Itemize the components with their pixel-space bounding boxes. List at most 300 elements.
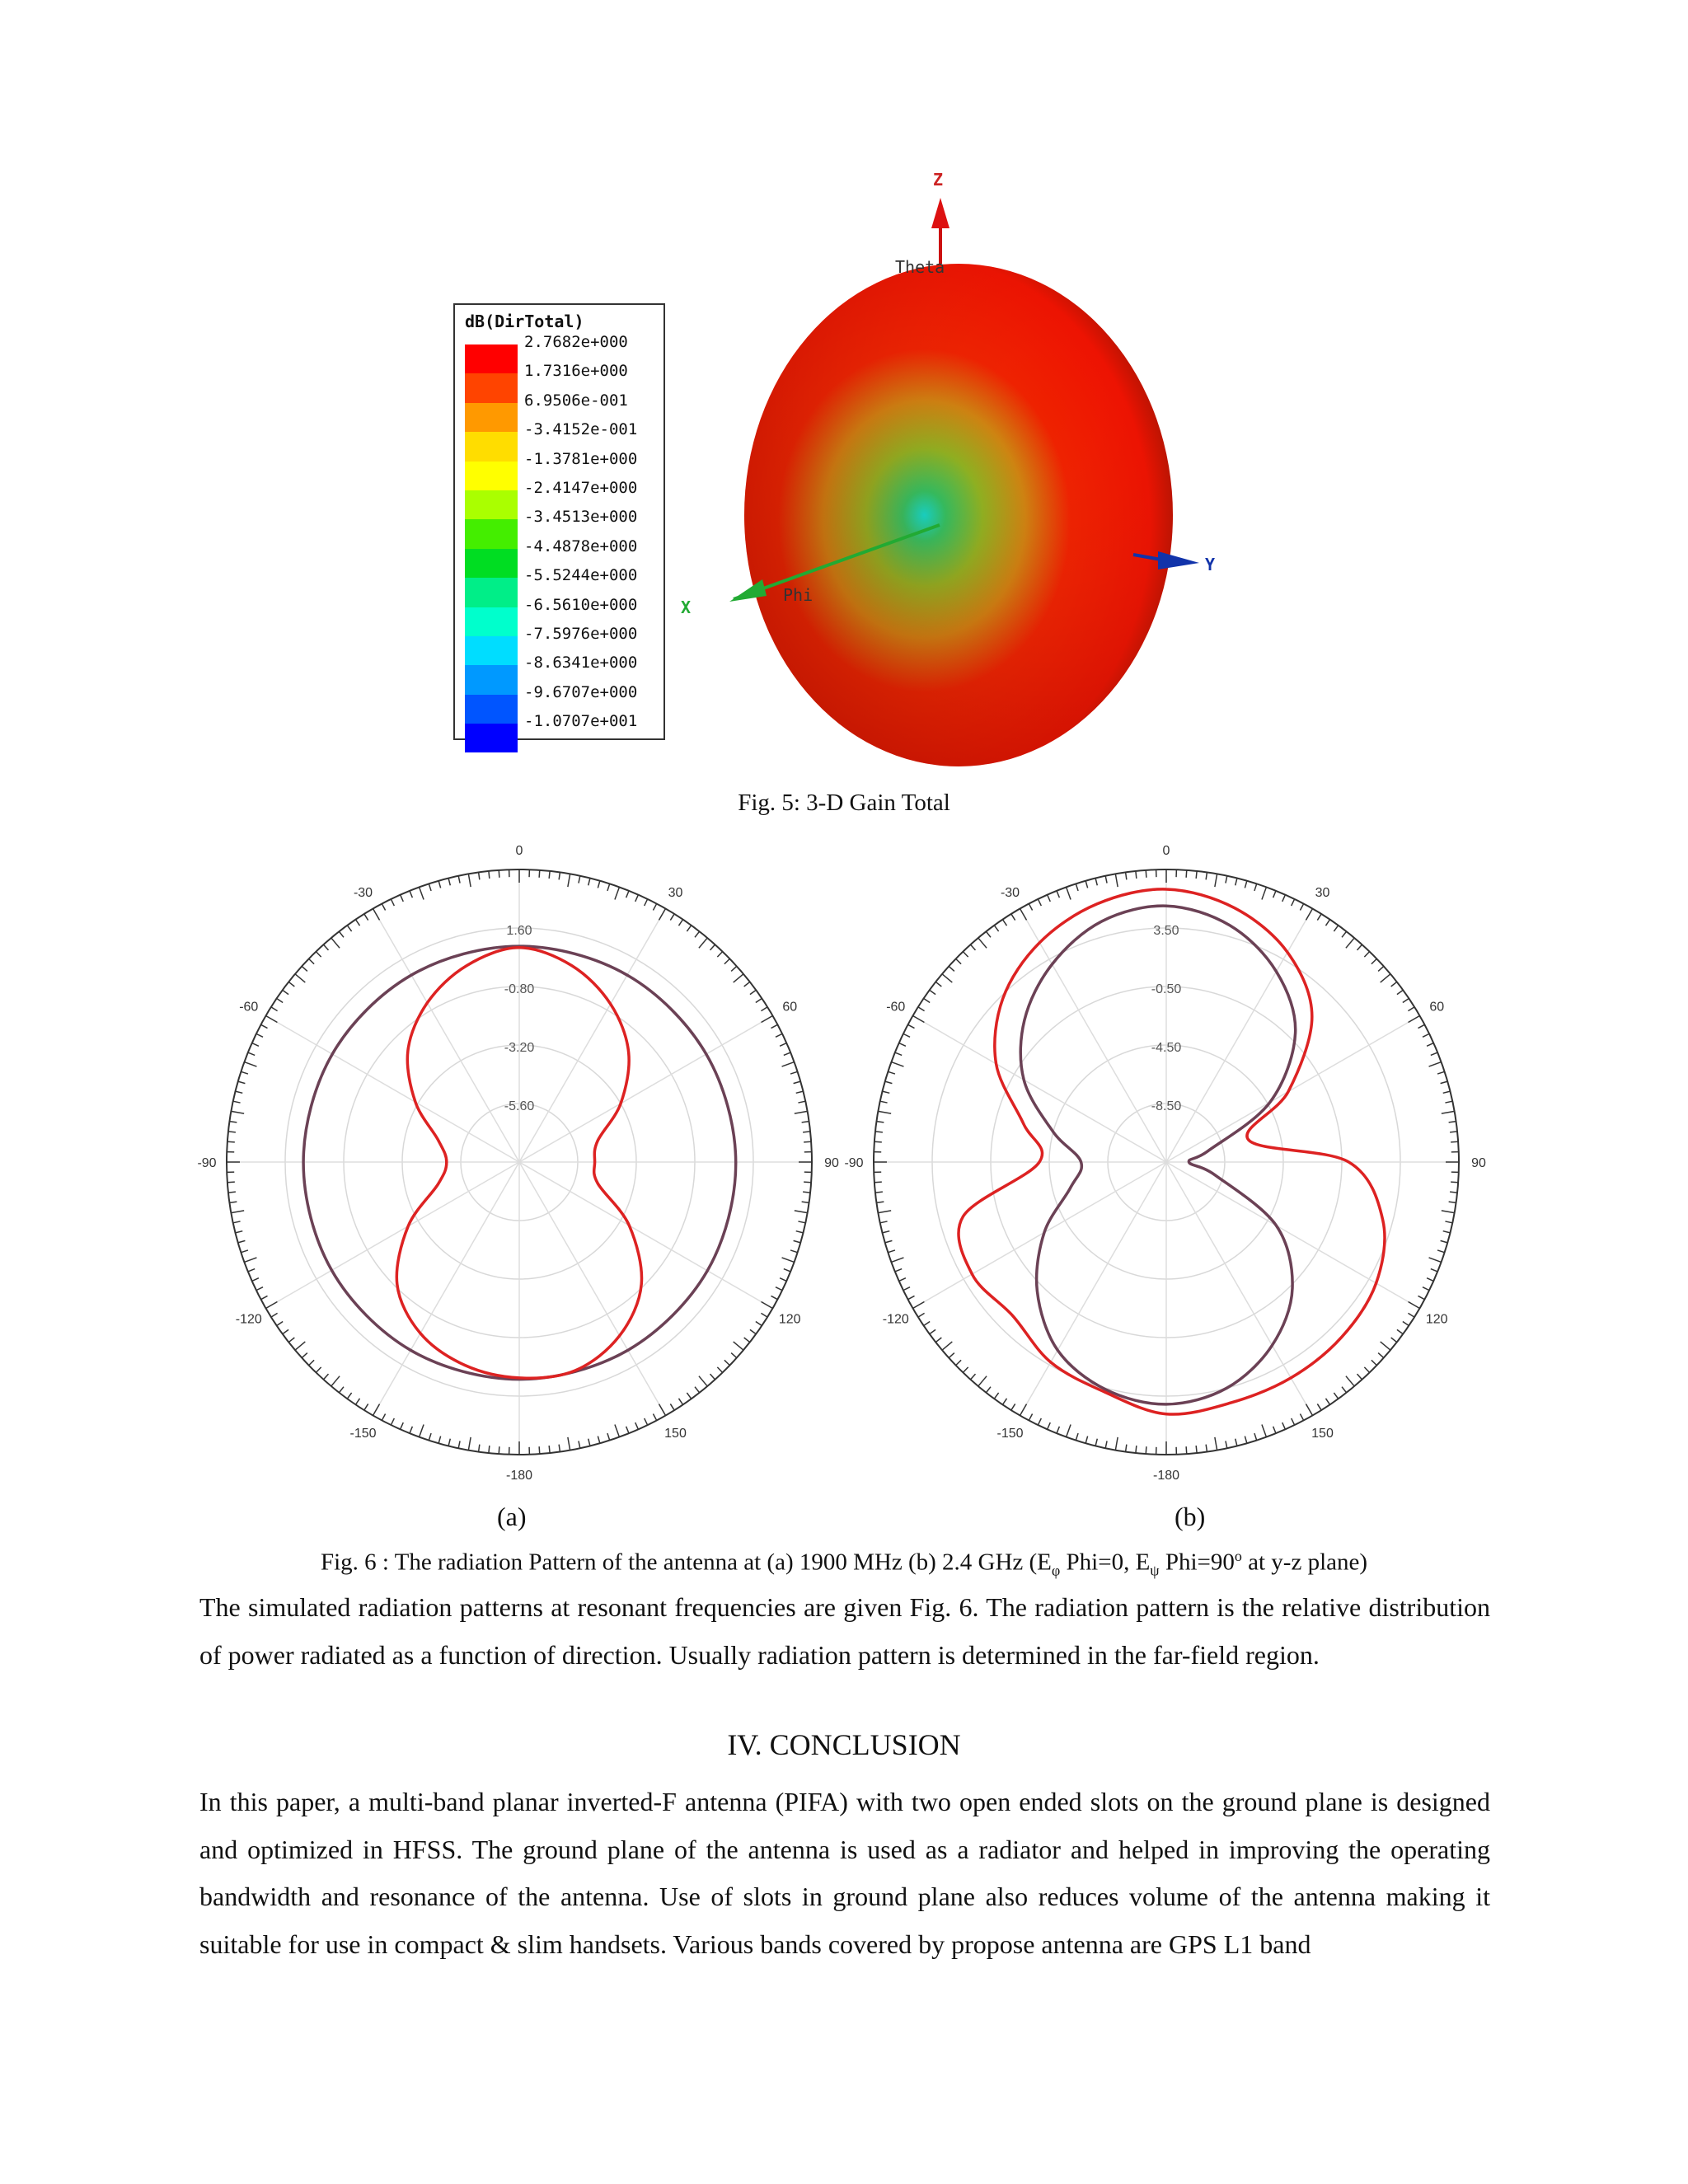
- angle-tick: [794, 1240, 801, 1242]
- legend-value: -8.6341e+000: [524, 654, 638, 673]
- angle-label: -180: [1152, 1469, 1180, 1483]
- legend-swatch: [465, 724, 518, 752]
- angle-tick: [776, 1033, 782, 1037]
- angle-tick: [1306, 1404, 1313, 1416]
- angle-tick: [710, 1374, 715, 1380]
- angle-tick: [635, 1422, 639, 1429]
- section-heading: IV. CONCLUSION: [727, 1728, 961, 1761]
- angle-tick: [288, 982, 294, 987]
- angle-tick: [756, 1321, 762, 1325]
- phi-label: Phi: [783, 585, 814, 605]
- angle-tick: [717, 952, 722, 957]
- angle-tick: [458, 876, 460, 883]
- angle-tick: [891, 1258, 903, 1262]
- angle-tick: [277, 1321, 283, 1325]
- angle-tick: [963, 952, 968, 957]
- angle-tick: [373, 909, 380, 921]
- angle-tick: [1445, 1101, 1452, 1103]
- angle-tick: [1306, 909, 1313, 921]
- angle-tick: [1437, 1250, 1445, 1253]
- angle-tick: [1206, 872, 1207, 879]
- angle-label: 120: [1425, 1312, 1448, 1327]
- angle-tick: [1262, 887, 1266, 899]
- angle-tick: [994, 1393, 998, 1399]
- angle-tick: [1038, 899, 1041, 906]
- angle-tick: [429, 1433, 431, 1441]
- angle-tick: [804, 1141, 811, 1142]
- angle-tick: [935, 1338, 941, 1343]
- angle-tick: [391, 899, 394, 906]
- angle-tick: [248, 1052, 255, 1055]
- angle-label: 90: [1471, 1156, 1486, 1170]
- angle-tick: [978, 1376, 987, 1386]
- legend-value: 1.7316e+000: [524, 362, 628, 381]
- angle-tick: [731, 966, 737, 971]
- angle-tick: [695, 1387, 700, 1393]
- angle-tick: [970, 944, 975, 950]
- angle-tick: [744, 1338, 750, 1343]
- y-axis-arrow: [1158, 551, 1199, 569]
- angle-tick: [266, 1302, 278, 1309]
- fig6-caption-sub: φ: [1051, 1562, 1061, 1579]
- angle-tick: [1236, 879, 1237, 886]
- angle-tick: [795, 1111, 808, 1113]
- angle-tick: [724, 1360, 729, 1365]
- angle-tick: [794, 1081, 801, 1083]
- angle-tick: [1292, 899, 1295, 906]
- angle-tick: [1282, 1422, 1286, 1429]
- angle-tick: [261, 1296, 268, 1299]
- angle-tick: [1011, 914, 1015, 921]
- angle-tick: [795, 1211, 808, 1213]
- angle-tick: [1357, 1374, 1362, 1380]
- fig6-caption-part: Phi=90: [1159, 1549, 1235, 1576]
- angle-tick: [1427, 1278, 1433, 1282]
- angle-tick: [323, 944, 328, 950]
- angle-tick: [331, 938, 340, 948]
- angle-tick: [244, 1062, 256, 1066]
- angle-tick: [1317, 1404, 1321, 1410]
- angle-tick: [670, 914, 674, 921]
- angle-tick: [798, 1221, 805, 1223]
- angle-tick: [1215, 1437, 1217, 1451]
- angle-tick: [1391, 982, 1397, 987]
- legend-swatch: [465, 665, 518, 694]
- angle-tick: [878, 1111, 891, 1113]
- legend-swatch: [465, 519, 518, 548]
- radial-label: -5.60: [504, 1099, 535, 1113]
- angle-tick: [238, 1081, 246, 1083]
- angle-label: 60: [782, 1000, 798, 1015]
- angle-tick: [687, 926, 691, 931]
- angle-tick: [1346, 1376, 1354, 1386]
- angle-tick: [549, 871, 550, 879]
- fig6-caption-sub: ψ: [1150, 1562, 1160, 1579]
- angle-tick: [252, 1043, 259, 1047]
- angle-tick: [231, 1111, 244, 1113]
- angle-tick: [1403, 998, 1409, 1002]
- angle-tick: [645, 1418, 648, 1425]
- grid-spoke: [1166, 1016, 1419, 1163]
- grid-spoke: [1166, 909, 1313, 1162]
- angle-tick: [1397, 990, 1403, 994]
- angle-tick: [1342, 1387, 1347, 1393]
- angle-tick: [1437, 1071, 1445, 1074]
- angle-tick: [1317, 914, 1321, 921]
- angle-label: 30: [668, 885, 683, 900]
- angle-tick: [271, 1313, 278, 1317]
- angle-tick: [1442, 1211, 1455, 1213]
- angle-tick: [949, 1353, 954, 1358]
- legend-swatch: [465, 549, 518, 578]
- angle-tick: [410, 1427, 412, 1433]
- angle-tick: [266, 1016, 278, 1023]
- angle-tick: [261, 1024, 268, 1028]
- angle-tick: [1095, 879, 1097, 886]
- radial-label: 3.50: [1153, 924, 1179, 938]
- angle-tick: [888, 1250, 895, 1253]
- angle-tick: [1423, 1033, 1429, 1037]
- angle-label: -120: [235, 1312, 262, 1327]
- angle-tick: [699, 1376, 707, 1386]
- angle-tick: [559, 1445, 560, 1452]
- angle-label: 0: [515, 845, 523, 858]
- grid-spoke: [913, 1016, 1166, 1163]
- angle-tick: [1300, 904, 1303, 911]
- panel-label-a: (a): [497, 1502, 527, 1531]
- angle-tick: [891, 1062, 903, 1066]
- angle-tick: [1445, 1221, 1452, 1223]
- angle-tick: [1136, 871, 1137, 879]
- angle-tick: [277, 998, 283, 1002]
- angle-tick: [1403, 1321, 1409, 1325]
- angle-tick: [1226, 1441, 1227, 1448]
- angle-tick: [653, 1413, 656, 1420]
- angle-tick: [626, 891, 629, 898]
- color-legend: [453, 303, 665, 740]
- angle-tick: [895, 1052, 902, 1055]
- angle-label: -120: [882, 1312, 909, 1327]
- angle-tick: [1048, 1422, 1051, 1429]
- angle-tick: [1325, 1399, 1329, 1404]
- angle-tick: [750, 990, 756, 994]
- angle-tick: [1126, 1445, 1127, 1452]
- angle-tick: [241, 1250, 248, 1253]
- angle-tick: [1441, 1081, 1448, 1083]
- angle-tick: [1292, 1418, 1295, 1425]
- angle-tick: [949, 966, 954, 971]
- angle-tick: [489, 1446, 490, 1453]
- legend-swatch: [465, 607, 518, 636]
- legend-swatch: [465, 373, 518, 402]
- angle-tick: [695, 931, 700, 937]
- angle-label: 120: [778, 1312, 801, 1327]
- radial-label: -8.50: [1151, 1099, 1182, 1113]
- angle-tick: [231, 1211, 244, 1213]
- angle-tick: [798, 1101, 805, 1103]
- legend-value: -7.5976e+000: [524, 625, 638, 643]
- angle-tick: [316, 1367, 321, 1372]
- angle-tick: [391, 1418, 394, 1425]
- angle-tick: [1408, 1313, 1414, 1317]
- angle-tick: [244, 1258, 256, 1262]
- angle-tick: [295, 1342, 305, 1350]
- angle-tick: [339, 931, 344, 937]
- angle-label: 0: [1162, 845, 1170, 858]
- angle-tick: [1378, 966, 1384, 971]
- angle-tick: [724, 958, 729, 963]
- theta-label: Theta: [895, 257, 945, 277]
- angle-tick: [994, 926, 998, 931]
- angle-tick: [756, 998, 762, 1002]
- pattern-lobe-shading: [744, 264, 1173, 766]
- angle-tick: [635, 895, 639, 902]
- angle-tick: [355, 920, 359, 926]
- angle-tick: [1196, 1446, 1197, 1453]
- fig6-caption-part: at y-z plane): [1241, 1549, 1368, 1576]
- legend-swatch: [465, 344, 518, 373]
- angle-tick: [784, 1052, 790, 1055]
- angle-tick: [796, 1091, 804, 1093]
- legend-value: -3.4152e-001: [524, 420, 638, 439]
- angle-tick: [750, 1329, 756, 1333]
- angle-tick: [731, 1353, 737, 1358]
- legend-title: dB(DirTotal): [465, 312, 584, 331]
- angle-tick: [1300, 1413, 1303, 1420]
- angle-tick: [1443, 1091, 1451, 1093]
- body-paragraph-2: In this paper, a multi-band planar inverted-F antenna (PIFA) with two open ended slots on the ground plane is designed and optimized in HFSS. The ground plane of the antenna is used as a radiator and helped in improving the operating bandwidth and resonance of the antenna. Use of slots in ground plane also reduces volume of the antenna making it suitable for use in compact & slim handsets. Various bands covered by propose antenna are GPS L1 band: [199, 1787, 1490, 1959]
- grid-spoke: [1020, 909, 1167, 1162]
- legend-swatch: [465, 578, 518, 607]
- angle-tick: [252, 1278, 259, 1282]
- angle-tick: [883, 1091, 890, 1093]
- angle-tick: [1451, 1182, 1458, 1183]
- angle-tick: [1226, 876, 1227, 883]
- angle-tick: [942, 974, 952, 982]
- angle-tick: [468, 874, 471, 887]
- fig6-caption-sup: o: [1234, 1548, 1242, 1564]
- legend-value: -1.0707e+001: [524, 712, 638, 731]
- angle-tick: [539, 870, 540, 878]
- angle-tick: [236, 1091, 243, 1093]
- angle-tick: [942, 1342, 952, 1350]
- angle-tick: [1002, 920, 1006, 926]
- angle-tick: [1441, 1240, 1448, 1242]
- angle-tick: [963, 1367, 968, 1372]
- legend-value: -2.4147e+000: [524, 479, 638, 497]
- angle-tick: [238, 1240, 246, 1242]
- angle-tick: [1215, 874, 1217, 887]
- angle-tick: [653, 904, 656, 911]
- angle-tick: [271, 1007, 278, 1011]
- angle-tick: [233, 1101, 241, 1103]
- angle-tick: [880, 1221, 888, 1223]
- angle-tick: [1391, 1338, 1397, 1343]
- angle-tick: [479, 872, 480, 879]
- legend-value: 2.7682e+000: [524, 333, 628, 351]
- angle-tick: [913, 1016, 925, 1023]
- angle-tick: [956, 958, 961, 963]
- angle-tick: [1418, 1296, 1424, 1299]
- polar-chart-a: [190, 845, 849, 1488]
- angle-tick: [1115, 1437, 1118, 1451]
- angle-tick: [1196, 871, 1197, 879]
- angle-tick: [903, 1287, 910, 1291]
- angle-tick: [924, 998, 930, 1002]
- angle-tick: [1115, 874, 1118, 887]
- angle-tick: [1029, 1413, 1032, 1420]
- angle-tick: [1076, 1433, 1078, 1441]
- angle-tick: [1381, 974, 1390, 982]
- angle-tick: [1372, 958, 1376, 963]
- angle-tick: [248, 1269, 255, 1272]
- angle-tick: [903, 1033, 910, 1037]
- angle-tick: [1423, 1287, 1429, 1291]
- angle-tick: [468, 1437, 471, 1451]
- angle-tick: [227, 1182, 235, 1183]
- angle-tick: [615, 1425, 619, 1437]
- angle-tick: [796, 1231, 804, 1233]
- angle-tick: [615, 887, 619, 899]
- angle-tick: [448, 1439, 450, 1446]
- angle-tick: [588, 1439, 590, 1446]
- angle-label: -150: [996, 1427, 1024, 1441]
- legend-color-bar: [465, 344, 518, 724]
- angle-tick: [1418, 1024, 1424, 1028]
- angle-tick: [1136, 1446, 1137, 1453]
- angle-tick: [935, 982, 941, 987]
- angle-tick: [626, 1427, 629, 1433]
- angle-tick: [579, 876, 580, 883]
- angle-tick: [1254, 883, 1257, 891]
- angle-tick: [761, 1313, 767, 1317]
- angle-tick: [410, 891, 412, 898]
- angle-tick: [448, 879, 450, 886]
- legend-swatch: [465, 695, 518, 724]
- angle-tick: [986, 931, 991, 937]
- angle-tick: [607, 883, 610, 891]
- angle-tick: [888, 1071, 895, 1074]
- angle-tick: [874, 1182, 882, 1183]
- angle-tick: [1186, 1446, 1187, 1454]
- angle-tick: [1273, 891, 1276, 898]
- angle-tick: [762, 1302, 773, 1309]
- angle-tick: [1378, 1353, 1384, 1358]
- angle-tick: [331, 1376, 340, 1386]
- angle-tick: [364, 1404, 368, 1410]
- angle-tick: [1334, 926, 1338, 931]
- angle-tick: [776, 1287, 782, 1291]
- radial-label: -4.50: [1151, 1041, 1182, 1055]
- angle-tick: [355, 1399, 359, 1404]
- angle-tick: [908, 1024, 915, 1028]
- angle-tick: [1254, 1433, 1257, 1441]
- angle-tick: [256, 1287, 263, 1291]
- angle-tick: [598, 881, 599, 888]
- angle-tick: [228, 1192, 236, 1193]
- angle-tick: [790, 1250, 798, 1253]
- angle-tick: [1085, 1436, 1087, 1444]
- angle-tick: [1431, 1269, 1437, 1272]
- angle-tick: [1020, 909, 1027, 921]
- angle-tick: [283, 1329, 288, 1333]
- angle-tick: [1126, 872, 1127, 879]
- angle-tick: [1372, 1360, 1376, 1365]
- angle-tick: [295, 974, 305, 982]
- angle-tick: [1346, 938, 1354, 948]
- radial-label: -3.20: [504, 1041, 535, 1055]
- angle-tick: [1450, 1192, 1457, 1193]
- angle-tick: [1038, 1418, 1041, 1425]
- z-axis-arrow: [931, 198, 950, 228]
- angle-tick: [1443, 1231, 1451, 1233]
- legend-value: -4.4878e+000: [524, 537, 638, 555]
- angle-tick: [734, 1342, 743, 1350]
- angle-tick: [678, 920, 682, 926]
- angle-tick: [241, 1071, 248, 1074]
- angle-tick: [699, 938, 707, 948]
- angle-label: -30: [1000, 885, 1020, 900]
- angle-tick: [913, 1302, 925, 1309]
- angle-tick: [956, 1360, 961, 1365]
- angle-tick: [347, 1393, 351, 1399]
- angle-tick: [918, 1007, 925, 1011]
- angle-tick: [579, 1441, 580, 1448]
- angle-tick: [309, 1360, 314, 1365]
- polar-chart-b: [837, 845, 1496, 1488]
- angle-tick: [539, 1446, 540, 1454]
- angle-label: -180: [505, 1469, 533, 1483]
- angle-tick: [883, 1231, 890, 1233]
- angle-tick: [1057, 1427, 1059, 1433]
- angle-tick: [1067, 887, 1071, 899]
- angle-tick: [1442, 1111, 1455, 1113]
- angle-tick: [559, 872, 560, 879]
- angle-label: 150: [1311, 1427, 1334, 1441]
- angle-tick: [761, 1007, 767, 1011]
- angle-tick: [283, 990, 288, 994]
- angle-tick: [804, 1182, 811, 1183]
- angle-tick: [771, 1024, 777, 1028]
- angle-tick: [1325, 920, 1329, 926]
- angle-tick: [323, 1374, 328, 1380]
- fig5-caption: Fig. 5: 3-D Gain Total: [738, 790, 950, 816]
- angle-tick: [479, 1445, 480, 1452]
- grid-spoke: [913, 1162, 1166, 1309]
- angle-tick: [930, 990, 935, 994]
- angle-tick: [568, 874, 570, 887]
- angle-label: -90: [844, 1156, 864, 1170]
- angle-tick: [784, 1269, 790, 1272]
- angle-tick: [874, 1141, 882, 1142]
- angle-label: 90: [824, 1156, 839, 1170]
- angle-tick: [782, 1062, 795, 1066]
- angle-label: -150: [349, 1427, 377, 1441]
- angle-tick: [771, 1296, 777, 1299]
- angle-tick: [1057, 891, 1059, 898]
- angle-tick: [803, 1192, 810, 1193]
- angle-tick: [687, 1393, 691, 1399]
- angle-tick: [1067, 1425, 1071, 1437]
- angle-tick: [790, 1071, 798, 1074]
- angle-tick: [645, 899, 648, 906]
- angle-tick: [429, 883, 431, 891]
- legend-value: 6.9506e-001: [524, 391, 628, 410]
- legend-swatch: [465, 490, 518, 519]
- angle-tick: [1095, 1439, 1097, 1446]
- angle-tick: [670, 1404, 674, 1410]
- angle-label: -30: [353, 885, 373, 900]
